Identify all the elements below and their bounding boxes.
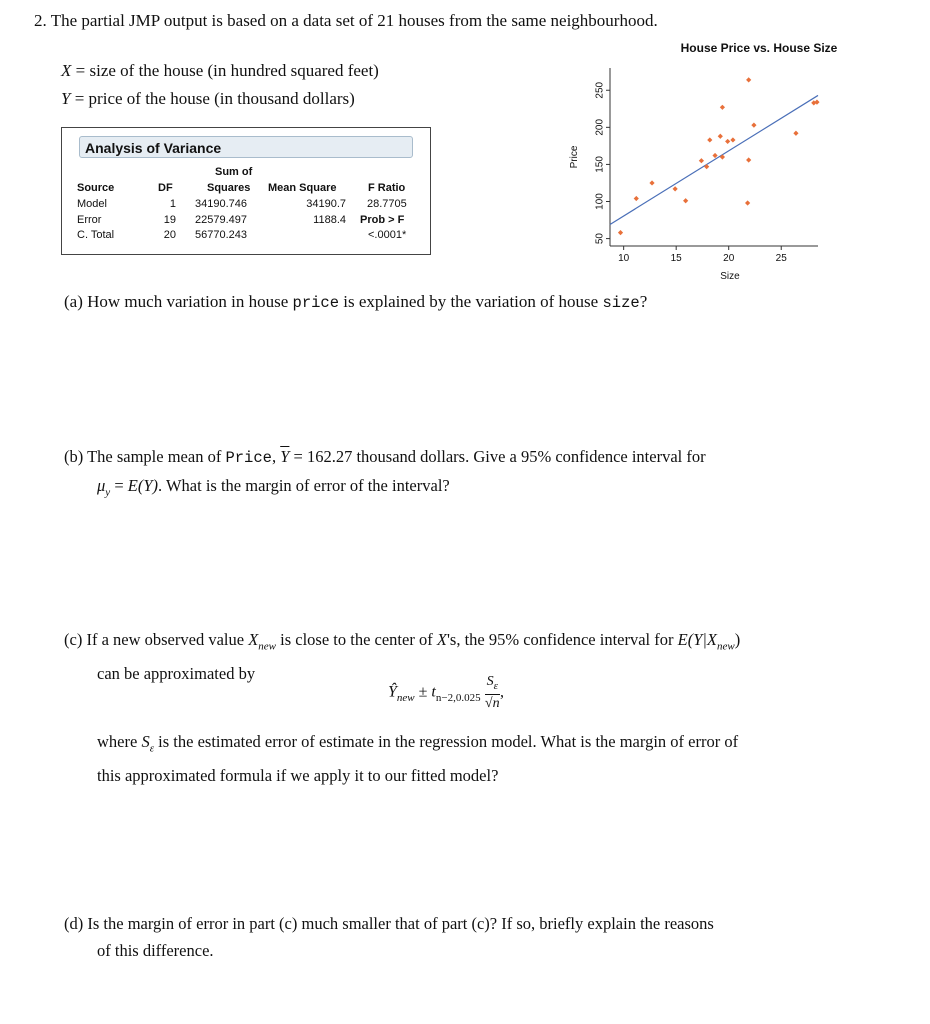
anova-f-ratio: 28.7705 (367, 198, 407, 210)
y-definition-text: = price of the house (in thousand dollars) (74, 89, 355, 108)
y-variable: Y (61, 89, 71, 108)
anova-ms-model: 34190.7 (306, 198, 346, 210)
y-axis-label: Price (569, 145, 580, 169)
part-b-expectation: E (127, 476, 138, 495)
data-point (730, 137, 735, 142)
data-point (720, 105, 725, 110)
part-b-text-2: = 162.27 thousand dollars. Give a 95% confidence interval for (293, 447, 706, 466)
part-c-continued (97, 728, 877, 789)
part-c-xs: X (436, 630, 447, 649)
formula-numerator: S (486, 674, 494, 689)
question-heading (34, 11, 658, 31)
x-tick-label: 15 (670, 253, 682, 264)
anova-ss-model: 34190.746 (195, 198, 247, 210)
y-tick-label: 50 (594, 233, 606, 245)
part-c-text-4: can be approximated by (97, 664, 256, 684)
data-point (683, 198, 688, 203)
part-b-mu-sub: y (105, 486, 111, 499)
x-tick-label: 25 (775, 253, 787, 264)
data-point (725, 139, 730, 144)
question-intro: The partial JMP output is based on a data set of 21 houses from the same neighbourhood. (50, 11, 658, 30)
part-c-text-3: 's, the 95% confidence interval for (446, 630, 674, 649)
x-variable: X (61, 61, 72, 80)
part-a-text-1: How much variation in house (87, 292, 289, 311)
y-tick-label: 200 (594, 118, 606, 136)
data-point (673, 186, 678, 191)
anova-header-ss-top: Sum of (215, 166, 253, 178)
scatter-chart (560, 36, 850, 282)
data-point (751, 123, 756, 128)
question-number: 2. (34, 11, 47, 30)
data-point (704, 164, 709, 169)
data-point (793, 131, 798, 136)
anova-header-f: F Ratio (368, 182, 406, 194)
data-point (649, 180, 654, 185)
part-c-where: where (97, 732, 138, 751)
x-tick-label: 10 (618, 253, 630, 264)
part-a-size: size (602, 294, 640, 312)
part-b-expectation-arg: (Y) (137, 476, 159, 495)
part-c-text-6: this approximated formula if we apply it to our fitted model? (97, 766, 499, 786)
y-tick-label: 150 (594, 156, 606, 173)
y-definition (61, 89, 355, 109)
part-b-label: (b) (64, 447, 84, 466)
anova-df-model: 1 (169, 198, 176, 210)
data-point (634, 196, 639, 201)
formula-t-sub: n−2,0.025 (435, 691, 481, 704)
x-tick-label: 20 (723, 253, 735, 264)
part-a-price: price (292, 294, 340, 312)
part-d-text-1: Is the margin of error in part (c) much smaller that of part (c)? If so, briefly explain the reasons (87, 914, 714, 933)
part-c-xnew-sub: new (258, 640, 277, 653)
anova-header-ms: Mean Square (268, 182, 337, 194)
anova-ss-error: 22579.497 (195, 214, 247, 226)
part-d-text-2: of this difference. (97, 941, 214, 960)
part-b-text-1: The sample mean of (87, 447, 222, 466)
part-a-label: (a) (64, 292, 83, 311)
part-b-ybar: $\overline{Y}$ (280, 447, 290, 466)
anova-source-total: C. Total (77, 229, 115, 241)
y-tick-label: 250 (594, 81, 606, 99)
anova-df-total: 20 (163, 229, 176, 241)
part-b-comma: , (271, 447, 277, 466)
x-definition (61, 61, 379, 81)
anova-header-ss-bottom: Squares (207, 182, 251, 194)
part-b-text-3: . What is the margin of error of the interval? (158, 476, 450, 495)
part-b-price: Price (225, 449, 272, 467)
anova-df-error: 19 (163, 214, 176, 226)
data-point (746, 157, 751, 162)
part-c-expectation: E (677, 630, 688, 649)
part-b (64, 443, 864, 506)
part-a (64, 292, 647, 313)
part-c-cond: (Y|X (687, 630, 718, 649)
part-d-label: (d) (64, 914, 84, 933)
formula-numerator-sub: ε (493, 679, 498, 692)
anova-prob-value: <.0001* (368, 229, 407, 241)
formula-denominator: √n (484, 695, 500, 711)
anova-ms-error: 1188.4 (313, 214, 346, 226)
part-c-text-5: is the estimated error of estimate in the regression model. What is the margin of error of (158, 732, 739, 751)
part-a-text-2: is explained by the variation of house (343, 292, 599, 311)
anova-prob-label: Prob > F (360, 214, 405, 226)
regression-line (610, 95, 818, 224)
x-axis-label: Size (720, 271, 740, 282)
data-point (712, 153, 717, 158)
part-c-text-2: is close to the center of (280, 630, 433, 649)
formula-plus-minus: ± (418, 683, 428, 701)
anova-ss-total: 56770.243 (195, 229, 247, 241)
part-a-qmark: ? (639, 292, 648, 311)
data-point (707, 137, 712, 142)
part-c-s-sub: ε (149, 742, 155, 755)
formula-t: t (431, 683, 436, 701)
part-c-cond-sub: new (717, 640, 735, 653)
part-c-text-1: If a new observed value (86, 630, 245, 649)
anova-header-df: DF (158, 182, 173, 194)
x-definition-text: = size of the house (in hundred squared feet) (75, 61, 379, 80)
formula-yhat-sub: new (396, 691, 415, 704)
y-tick-label: 100 (594, 193, 606, 210)
part-b-mu: μ (97, 476, 106, 495)
part-c-label: (c) (64, 630, 83, 649)
anova-source-error: Error (77, 214, 102, 226)
part-c-s: S (141, 732, 150, 751)
formula-comma: , (499, 683, 504, 701)
data-point (618, 230, 623, 235)
part-d (64, 910, 864, 964)
anova-table (61, 127, 431, 255)
anova-header-source: Source (77, 182, 115, 194)
data-point (745, 200, 750, 205)
chart-title: House Price vs. House Size (680, 41, 838, 55)
part-c-close: ) (734, 630, 741, 649)
part-b-equals: = (114, 476, 124, 495)
anova-source-model: Model (77, 198, 107, 210)
anova-title: Analysis of Variance (79, 136, 413, 158)
formula-fraction (485, 674, 500, 712)
data-point (746, 77, 751, 82)
part-c-xnew: X (248, 630, 259, 649)
formula-yhat: Ŷ (388, 683, 397, 701)
data-point (718, 134, 723, 139)
ci-formula (388, 674, 504, 712)
data-point (699, 158, 704, 163)
